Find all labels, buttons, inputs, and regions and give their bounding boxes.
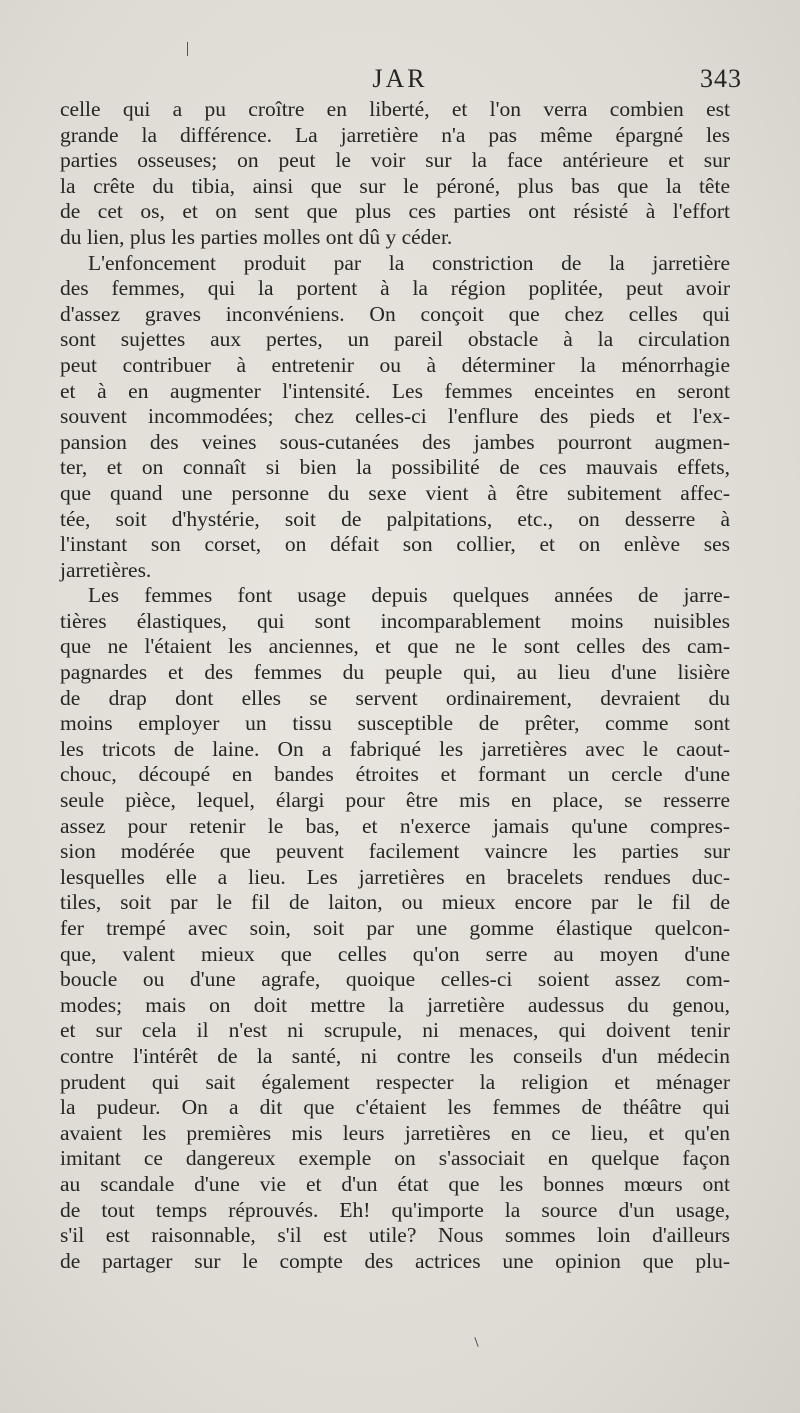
running-title: JAR — [372, 64, 428, 93]
text-line: de partager sur le compte des actrices une opinion que plu- — [60, 1248, 730, 1273]
paper-speck-bottom — [474, 1337, 478, 1347]
text-line: jarretières. — [60, 557, 152, 582]
text-line: la crête du tibia, ainsi que sur le péroné, plus bas que la tête — [60, 173, 730, 198]
text-line: ter, et on connaît si bien la possibilité de ces mauvais effets, — [60, 455, 730, 480]
text-line: fer trempé avec soin, soit par une gomme élastique quelcon- — [60, 916, 730, 940]
body-text — [60, 97, 730, 1274]
text-line: L'enfoncement produit par la constriction de la jarretière — [88, 250, 730, 275]
text-line: la pudeur. On a dit que c'étaient les femmes de théâtre qui — [60, 1095, 730, 1120]
text-line: au scandale d'une vie et d'un état que les bonnes mœurs ont — [60, 1171, 730, 1196]
text-line: moins employer un tissu susceptible de prêter, comme sont — [60, 711, 730, 736]
text-line: peut contribuer à entretenir ou à déterminer la ménorrhagie — [60, 352, 730, 377]
text-line: assez pour retenir le bas, et n'exerce jamais qu'une compres- — [60, 813, 730, 838]
text-line: d'assez graves inconvéniens. On conçoit que chez celles qui — [60, 301, 730, 326]
text-line: sont sujettes aux pertes, un pareil obstacle à la circulation — [60, 327, 730, 352]
text-line: boucle ou d'une agrafe, quoique celles-ci soient assez com- — [60, 967, 730, 992]
text-line: et sur cela il n'est ni scrupule, ni menaces, qui doivent tenir — [60, 1018, 730, 1043]
text-line: avaient les premières mis leurs jarretières en ce lieu, et qu'en — [60, 1120, 730, 1145]
text-line: parties osseuses; on peut le voir sur la face antérieure et sur — [60, 148, 730, 173]
text-line: que, valent mieux que celles qu'on serre au moyen d'une — [60, 941, 730, 966]
text-line: tiles, soit par le fil de laiton, ou mieux encore par le fil de — [60, 890, 730, 915]
text-line: lesquelles elle a lieu. Les jarretières en bracelets rendues duc- — [60, 864, 730, 889]
text-line: contre l'intérêt de la santé, ni contre les conseils d'un médecin — [60, 1043, 730, 1068]
text-line: celle qui a pu croître en liberté, et l'on verra combien est — [60, 97, 730, 121]
text-line: modes; mais on doit mettre la jarretière audessus du genou, — [60, 992, 730, 1017]
text-line: seule pièce, lequel, élargi pour être mis en place, se resserre — [60, 788, 730, 813]
text-line: de drap dont elles se servent ordinairement, devraient du — [60, 685, 730, 710]
text-line: les tricots de laine. On a fabriqué les jarretières avec le caout- — [60, 736, 730, 761]
text-line: prudent qui sait également respecter la religion et ménager — [60, 1069, 730, 1094]
text-line: de tout temps réprouvés. Eh! qu'importe la source d'un usage, — [60, 1197, 730, 1222]
text-line: Les femmes font usage depuis quelques années de jarre- — [88, 583, 730, 608]
text-line: chouc, découpé en bandes étroites et formant un cercle d'une — [60, 762, 730, 787]
text-line: des femmes, qui la portent à la région poplitée, peut avoir — [60, 276, 730, 301]
text-line: et à en augmenter l'intensité. Les femmes enceintes en seront — [60, 378, 730, 403]
text-line: de cet os, et on sent que plus ces parties ont résisté à l'effort — [60, 199, 730, 224]
paper-speck-top — [187, 42, 188, 56]
text-line: grande la différence. La jarretière n'a pas même épargné les — [60, 122, 730, 147]
text-line: tée, soit d'hystérie, soit de palpitations, etc., on desserre à — [60, 506, 730, 531]
text-line: imitant ce dangereux exemple on s'associait en quelque façon — [60, 1146, 730, 1171]
text-line: que quand une personne du sexe vient à être subitement affec- — [60, 480, 730, 505]
text-line: l'instant son corset, on défait son collier, et on enlève ses — [60, 532, 730, 557]
text-line: s'il est raisonnable, s'il est utile? Nous sommes loin d'ailleurs — [60, 1223, 730, 1248]
text-line: du lien, plus les parties molles ont dû y céder. — [60, 224, 453, 249]
text-line: sion modérée que peuvent facilement vaincre les parties sur — [60, 839, 730, 864]
text-line: pagnardes et des femmes du peuple qui, au lieu d'une lisière — [60, 660, 730, 685]
page-number: 343 — [700, 64, 742, 93]
text-line: que ne l'étaient les anciennes, et que ne le sont celles des cam- — [60, 634, 730, 659]
text-line: tières élastiques, qui sont incomparablement moins nuisibles — [60, 608, 730, 633]
text-line: pansion des veines sous-cutanées des jambes pourront augmen- — [60, 429, 730, 454]
text-line: souvent incommodées; chez celles-ci l'enflure des pieds et l'ex- — [60, 404, 730, 429]
